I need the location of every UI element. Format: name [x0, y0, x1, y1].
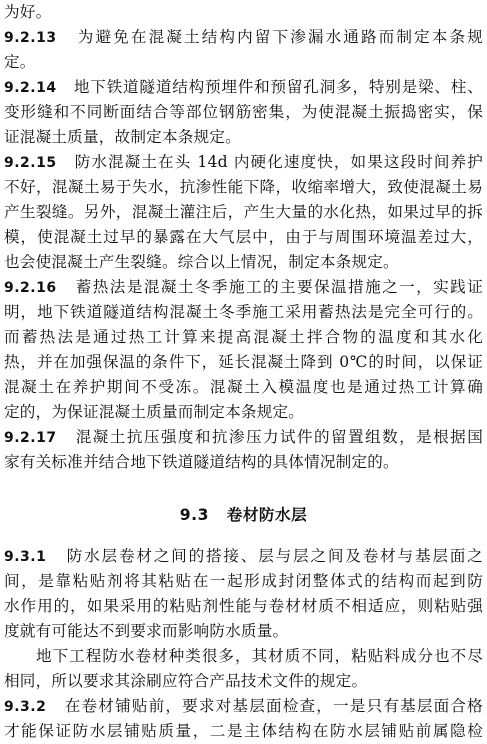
clause-9-2-15-line-4	[4, 225, 483, 250]
clause-9-2-14-line-3	[4, 125, 483, 150]
clause-text: 家有关标准并结合地下铁道隧道结构的具体情况制定的。	[4, 453, 399, 471]
clause-text: 明，地下铁道隧道结构混凝土冬季施工采用蓄热法是完全可行的。	[4, 303, 483, 321]
clause-9-3-1-line-1	[4, 544, 483, 569]
clause-text: 模，使混凝土过早的暴露在大气层中，由于与周围环境温差过大，	[4, 228, 483, 246]
clause-text: 混凝土在养护期间不受冻。混凝土入模温度也是通过热工计算确	[4, 378, 483, 396]
clause-text: 为避免在混凝土结构内留下渗漏水通路而制定本条规	[77, 28, 483, 46]
intro-tail-text: 为好。	[4, 3, 52, 21]
clause-number: 9.2.17	[4, 430, 57, 446]
clause-9-3-1-extra-line-1	[4, 644, 483, 669]
clause-text: 水作用的，如果采用的粘贴剂性能与卷材材质不相适应，则粘贴强	[4, 597, 483, 615]
clause-number: 9.2.16	[4, 280, 57, 296]
clause-9-2-16-line-6	[4, 400, 483, 425]
clause-text: 不好，混凝土易于失水，抗渗性能下降，收缩率增大，致使混凝土易	[4, 178, 483, 196]
clause-text: 变形缝和不同断面结合等部位钢筋密集，为使混凝土振捣密实，保	[4, 103, 483, 121]
clause-9-2-16-line-5	[4, 375, 483, 400]
clause-text: 蓄热法是混凝土冬季施工的主要保温措施之一，实践证	[75, 278, 483, 296]
clause-number: 9.2.14	[4, 80, 57, 96]
intro-tail-line	[4, 0, 483, 25]
clause-text: 才能保证防水层铺贴质量，二是主体结构在防水层铺贴前属隐检	[4, 722, 483, 740]
clause-text: 产生裂缝。另外，混凝土灌注后，产生大量的水化热，如果过早的拆	[4, 203, 483, 221]
clause-9-2-16-line-2	[4, 300, 483, 325]
clause-9-2-15-line-1	[4, 150, 483, 175]
section-heading	[4, 501, 483, 529]
clause-9-2-15-line-2	[4, 175, 483, 200]
clause-9-2-13-line-1	[4, 25, 483, 50]
clause-text: 在卷材铺贴前，要求对基层面检查，一是只有基层面合格	[64, 697, 483, 715]
clause-9-2-16-line-1	[4, 275, 483, 300]
clause-9-3-2-line-2	[4, 719, 483, 744]
clause-text: 防水层卷材之间的搭接、层与层之间及卷材与基层面之	[66, 547, 483, 565]
clause-text: 定的，为保证混凝土质量而制定本条规定。	[4, 403, 305, 421]
clause-text: 地下铁道隧道结构预埋件和预留孔洞多，特别是梁、柱、	[73, 78, 483, 96]
clause-9-2-17-line-1	[4, 425, 483, 450]
clause-text: 度就有可能达不到要求而影响防水质量。	[4, 622, 289, 640]
clause-9-3-1-line-4	[4, 619, 483, 644]
clause-9-2-15-line-5	[4, 250, 483, 275]
clause-9-2-17-line-2	[4, 450, 483, 475]
clause-9-2-14-line-1	[4, 75, 483, 100]
clause-text: 证混凝土质量，故制定本条规定。	[4, 128, 241, 146]
clause-9-3-1-line-3	[4, 594, 483, 619]
clause-9-2-15-line-3	[4, 200, 483, 225]
clause-text: 而蓄热法是通过热工计算来提高混凝土拌合物的温度和其水化	[4, 328, 483, 346]
clause-9-3-1-line-2	[4, 569, 483, 594]
clause-text: 定。	[4, 53, 36, 71]
section-title: 卷材防水层	[226, 506, 308, 524]
clause-text: 防水混凝土在头 14d 内硬化速度快，如果这段时间养护	[74, 153, 483, 171]
clause-9-2-16-line-4	[4, 350, 483, 375]
clause-text: 相同，所以要求其涂刷应符合产品技术文件的规定。	[4, 672, 368, 690]
section-number: 9.3	[179, 506, 209, 524]
clause-9-3-1-extra-line-2	[4, 669, 483, 694]
clause-number: 9.3.2	[4, 699, 47, 715]
clause-text: 热，并在加强保温的条件下，延长混凝土降到 0℃的时间，以保证	[4, 353, 483, 371]
clause-text: 混凝土抗压强度和抗渗压力试件的留置组数，是根据国	[75, 428, 483, 446]
clause-9-3-2-line-1	[4, 694, 483, 719]
clause-9-2-16-line-3	[4, 325, 483, 350]
clause-text: 间，是靠粘贴剂将其粘贴在一起形成封闭整体式的结构而起到防	[4, 572, 483, 590]
clause-9-2-13-line-2	[4, 50, 483, 75]
clause-text: 也会使混凝土产生裂缝。综合以上情况，制定本条规定。	[4, 253, 399, 271]
clause-text: 地下工程防水卷材种类很多，其材质不同，粘贴料成分也不尽	[36, 647, 483, 665]
clause-9-2-14-line-2	[4, 100, 483, 125]
clause-number: 9.2.15	[4, 155, 57, 171]
clause-number: 9.3.1	[4, 549, 47, 565]
document-page	[4, 0, 483, 744]
clause-number: 9.2.13	[4, 30, 57, 46]
